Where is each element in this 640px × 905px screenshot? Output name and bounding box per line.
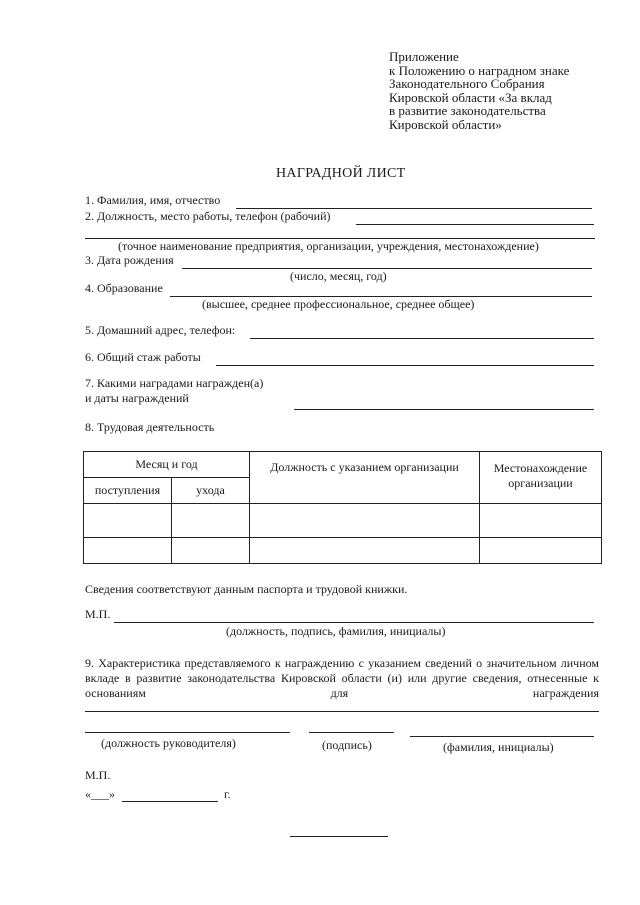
field-label-full-name: 1. Фамилия, имя, отчество — [85, 193, 221, 207]
head-signature-line[interactable] — [309, 732, 394, 733]
hint-head-name: (фамилия, инициалы) — [443, 740, 554, 754]
appendix-line: Приложение — [389, 49, 459, 64]
stamp-label-2: М.П. — [85, 768, 111, 782]
hint-organization: (точное наименование предприятия, организации, учреждения, местонахождение) — [118, 239, 539, 253]
hint-signature: (должность, подпись, фамилия, инициалы) — [226, 624, 446, 638]
field-label-education: 4. Образование — [85, 281, 163, 295]
table-cell[interactable] — [172, 538, 250, 564]
field-label-work-history: 8. Трудовая деятельность — [85, 420, 215, 434]
date-month-line[interactable] — [122, 801, 218, 802]
head-position-line[interactable] — [85, 732, 290, 733]
signature-line[interactable] — [114, 622, 594, 623]
field-line-work-experience[interactable] — [216, 365, 594, 366]
appendix-block — [389, 50, 569, 131]
work-history-table — [83, 451, 602, 564]
characteristic-line[interactable] — [85, 711, 599, 712]
table-cell[interactable] — [172, 504, 250, 538]
table-header-month-year: Месяц и год — [84, 452, 250, 478]
field-line-position[interactable] — [356, 224, 594, 225]
field-label-award-dates: и даты награждений — [85, 391, 189, 405]
date-day: «___» — [85, 787, 115, 801]
table-cell[interactable] — [480, 538, 602, 564]
table-cell[interactable] — [480, 504, 602, 538]
hint-head-signature: (подпись) — [322, 738, 372, 752]
field-line-birth-date[interactable] — [182, 268, 592, 269]
table-header-position: Должность с указанием организации — [250, 452, 480, 504]
table-header-location: Местонахождение организации — [480, 452, 602, 504]
footer-divider — [290, 836, 388, 837]
appendix-line: к Положению о наградном знаке — [389, 62, 570, 78]
appendix-line: в развитие законодательства — [389, 103, 546, 118]
field-label-awards: 7. Какими наградами награжден(а) — [85, 376, 264, 390]
stamp-label: М.П. — [85, 607, 111, 621]
hint-education: (высшее, среднее профессиональное, среднее общее) — [202, 297, 475, 311]
field-line-home-address[interactable] — [250, 338, 594, 339]
appendix-line: Кировской области» — [389, 116, 502, 132]
table-header-start: поступления — [84, 478, 172, 504]
table-header-end: ухода — [172, 478, 250, 504]
field-line-awards[interactable] — [294, 409, 594, 410]
table-row — [84, 538, 602, 564]
date-year-suffix: г. — [224, 787, 231, 801]
appendix-line: Законодательного Собрания — [389, 76, 545, 91]
table-cell[interactable] — [250, 504, 480, 538]
table-cell[interactable] — [250, 538, 480, 564]
hint-birth-date: (число, месяц, год) — [290, 269, 387, 283]
table-row — [84, 504, 602, 538]
head-name-line[interactable] — [410, 736, 594, 737]
document-title: НАГРАДНОЙ ЛИСТ — [276, 166, 406, 181]
section-9-text: 9. Характеристика представляемого к награждению с указанием сведений о значительном личном вкладе в развитие законодательства Кировской области (и) или другие сведения, отнесенные к основаниям для награждения — [85, 656, 599, 700]
confirmation-text: Сведения соответствуют данным паспорта и трудовой книжки. — [85, 582, 408, 596]
table-cell[interactable] — [84, 504, 172, 538]
field-label-birth-date: 3. Дата рождения — [85, 253, 174, 267]
hint-head-position: (должность руководителя) — [101, 736, 236, 750]
appendix-line: Кировской области «За вклад — [389, 89, 552, 105]
field-label-position: 2. Должность, место работы, телефон (рабочий) — [85, 209, 331, 223]
field-label-work-experience: 6. Общий стаж работы — [85, 350, 201, 364]
field-label-home-address: 5. Домашний адрес, телефон: — [85, 323, 236, 337]
table-cell[interactable] — [84, 538, 172, 564]
